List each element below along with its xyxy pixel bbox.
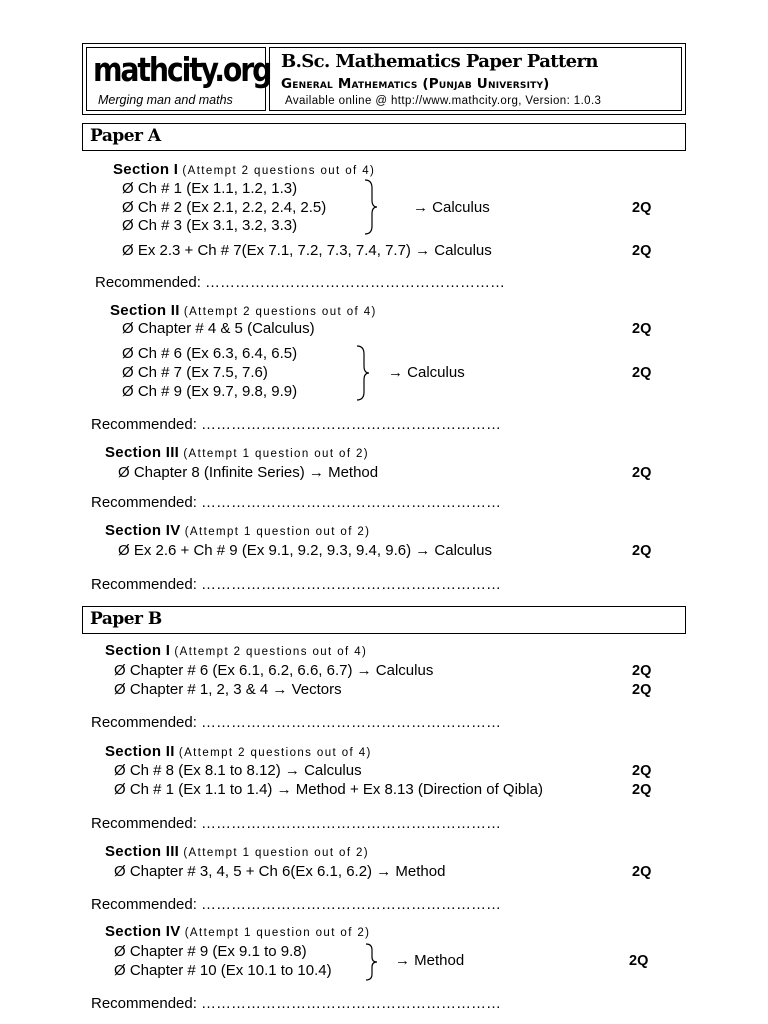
paper-a-s1-item-3: Ø Ch # 3 (Ex 3.1, 3.2, 3.3): [122, 217, 298, 234]
paper-a-s1-item-4-marks: 2Q: [632, 243, 652, 259]
brace-icon: [360, 178, 380, 236]
paper-a-s2-item-1-marks: 2Q: [632, 321, 652, 337]
paper-b-section-1-heading: [105, 642, 367, 659]
section-attempt: (Attempt 2 questions out of 4): [174, 646, 368, 658]
document-header: [82, 43, 686, 115]
paper-b-s1-item-2: Ø Chapter # 1, 2, 3 & 4 → Vectors: [114, 681, 342, 698]
paper-b-s4-group-marks: 2Q: [629, 953, 649, 969]
paper-b-s4-item-1: Ø Chapter # 9 (Ex 9.1 to 9.8): [114, 943, 307, 960]
title-box: [269, 47, 682, 111]
paper-b-s2-item-1: Ø Ch # 8 (Ex 8.1 to 8.12) → Calculus: [114, 762, 362, 779]
section-attempt: (Attempt 2 questions out of 4): [183, 306, 377, 318]
paper-a-s4-item-1: Ø Ex 2.6 + Ch # 9 (Ex 9.1, 9.2, 9.3, 9.4, 9.6) → Calculus: [118, 542, 492, 559]
paper-a-s1-item-1: Ø Ch # 1 (Ex 1.1, 1.2, 1.3): [122, 180, 298, 197]
brace-icon: [362, 942, 380, 982]
recommended-line: Recommended: ……………………………………………………: [91, 416, 502, 433]
section-attempt: (Attempt 1 question out of 2): [183, 847, 370, 859]
paper-b-s3-item-1: Ø Chapter # 3, 4, 5 + Ch 6(Ex 6.1, 6.2) → Method: [114, 863, 446, 880]
paper-a-s2-group-marks: 2Q: [632, 365, 652, 381]
paper-b-s2-item-1-marks: 2Q: [632, 763, 652, 779]
recommended-line: Recommended: ……………………………………………………: [91, 995, 502, 1012]
site-tagline: Merging man and maths: [98, 93, 233, 107]
recommended-line: Recommended: ……………………………………………………: [91, 714, 502, 731]
section-name: Section IV: [105, 522, 181, 539]
logo-box: [86, 47, 271, 111]
section-name: Section III: [105, 444, 180, 461]
section-attempt: (Attempt 1 question out of 2): [184, 927, 371, 939]
brace-icon: [352, 344, 372, 402]
recommended-line: Recommended: ……………………………………………………: [95, 274, 506, 291]
paper-b-s4-group-method: → Method: [395, 952, 465, 969]
paper-a-s1-item-4: Ø Ex 2.3 + Ch # 7(Ex 7.1, 7.2, 7.3, 7.4, 7.7) → Calculus: [122, 242, 492, 259]
paper-a-title: Paper A: [90, 126, 161, 146]
paper-a-s2-item-1: Ø Chapter # 4 & 5 (Calculus): [122, 320, 315, 337]
section-attempt: (Attempt 1 question out of 2): [184, 526, 371, 538]
paper-a-s2-item-2: Ø Ch # 6 (Ex 6.3, 6.4, 6.5): [122, 345, 298, 362]
paper-a-section-2-heading: [110, 302, 377, 319]
paper-b-section-4-heading: [105, 923, 370, 940]
paper-b-s3-item-1-marks: 2Q: [632, 864, 652, 880]
paper-b-s4-item-2: Ø Chapter # 10 (Ex 10.1 to 10.4): [114, 962, 332, 979]
section-name: Section II: [110, 302, 180, 319]
recommended-line: Recommended: ……………………………………………………: [91, 576, 502, 593]
section-name: Section I: [105, 642, 171, 659]
paper-b-s1-item-2-marks: 2Q: [632, 682, 652, 698]
paper-a-s3-item-1: Ø Chapter 8 (Infinite Series) → Method: [118, 464, 379, 481]
paper-a-heading: [82, 123, 686, 151]
paper-a-s1-group-marks: 2Q: [632, 200, 652, 216]
paper-b-title: Paper B: [90, 609, 162, 629]
paper-b-s1-item-1: Ø Chapter # 6 (Ex 6.1, 6.2, 6.6, 6.7) → Calculus: [114, 662, 434, 679]
recommended-line: Recommended: ……………………………………………………: [91, 896, 502, 913]
paper-a-s1-item-2: Ø Ch # 2 (Ex 2.1, 2.2, 2.4, 2.5): [122, 199, 327, 216]
paper-a-s3-item-1-marks: 2Q: [632, 465, 652, 481]
paper-b-s2-item-2-marks: 2Q: [632, 782, 652, 798]
section-name: Section II: [105, 743, 175, 760]
paper-a-section-4-heading: [105, 522, 370, 539]
site-logo: mathcity.org: [93, 50, 271, 89]
paper-b-s2-item-2: Ø Ch # 1 (Ex 1.1 to 1.4) → Method + Ex 8.13 (Direction of Qibla): [114, 781, 543, 798]
recommended-line: Recommended: ……………………………………………………: [91, 815, 502, 832]
section-name: Section I: [113, 161, 179, 178]
section-attempt: (Attempt 2 questions out of 4): [178, 747, 372, 759]
document-title: B.Sc. Mathematics Paper Pattern: [281, 51, 598, 72]
paper-b-heading: [82, 606, 686, 634]
paper-a-s2-item-3: Ø Ch # 7 (Ex 7.5, 7.6): [122, 364, 268, 381]
document-subtitle: General Mathematics (Punjab University): [281, 76, 550, 92]
availability-note: Available online @ http://www.mathcity.org, Version: 1.0.3: [285, 95, 602, 107]
section-attempt: (Attempt 1 question out of 2): [183, 448, 370, 460]
paper-a-s2-item-4: Ø Ch # 9 (Ex 9.7, 9.8, 9.9): [122, 383, 298, 400]
paper-a-section-1-heading: [113, 161, 375, 178]
recommended-line: Recommended: ……………………………………………………: [91, 494, 502, 511]
section-name: Section III: [105, 843, 180, 860]
paper-a-section-3-heading: [105, 444, 369, 461]
paper-b-section-3-heading: [105, 843, 369, 860]
section-attempt: (Attempt 2 questions out of 4): [182, 165, 376, 177]
paper-b-s1-item-1-marks: 2Q: [632, 663, 652, 679]
section-name: Section IV: [105, 923, 181, 940]
paper-a-s2-group-method: → Calculus: [388, 364, 465, 381]
paper-a-s4-item-1-marks: 2Q: [632, 543, 652, 559]
paper-b-section-2-heading: [105, 743, 372, 760]
paper-a-s1-group-method: → Calculus: [413, 199, 490, 216]
